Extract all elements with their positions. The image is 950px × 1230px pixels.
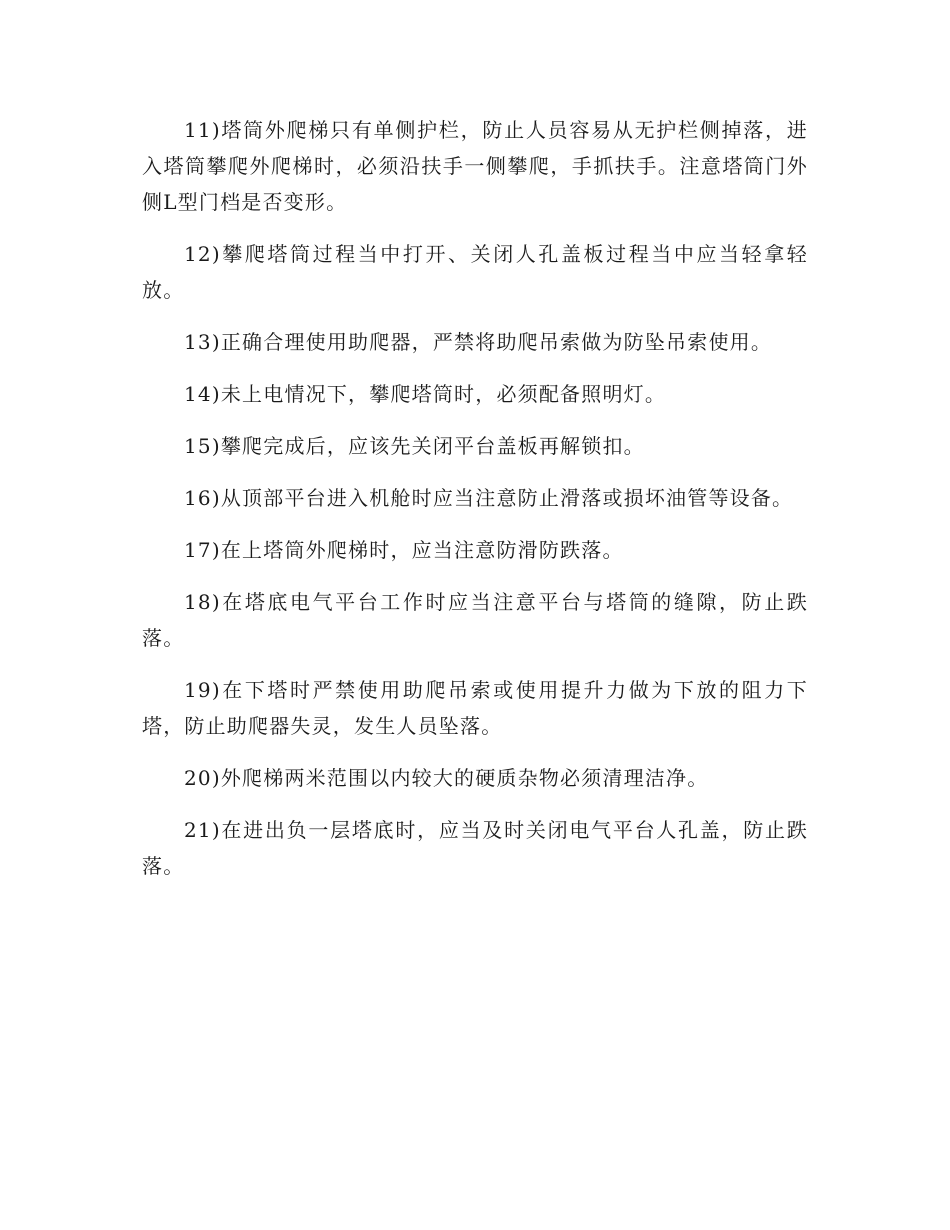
document-body — [142, 112, 808, 900]
paragraph-18: 18)在塔底电气平台工作时应当注意平台与塔筒的缝隙，防止跌落。 — [142, 590, 808, 650]
paragraph-14: 14)未上电情况下，攀爬塔筒时，必须配备照明灯。 — [184, 382, 667, 406]
paragraph-13: 13)正确合理使用助爬器，严禁将助爬吊索做为防坠吊索使用。 — [184, 330, 773, 354]
paragraph-20: 20)外爬梯两米范围以内较大的硬质杂物必须清理洁净。 — [184, 766, 709, 790]
paragraph-15: 15)攀爬完成后，应该先关闭平台盖板再解锁扣。 — [184, 434, 645, 458]
paragraph-11: 11)塔筒外爬梯只有单侧护栏，防止人员容易从无护栏侧掉落，进入塔筒攀爬外爬梯时，必须沿扶手一侧攀爬，手抓扶手。注意塔筒门外侧L型门档是否变形。 — [142, 118, 808, 214]
paragraph-19: 19)在下塔时严禁使用助爬吊索或使用提升力做为下放的阻力下塔，防止助爬器失灵，发生人员坠落。 — [142, 678, 808, 738]
paragraph-17: 17)在上塔筒外爬梯时，应当注意防滑防跌落。 — [184, 538, 624, 562]
paragraph-21: 21)在进出负一层塔底时，应当及时关闭电气平台人孔盖，防止跌落。 — [142, 818, 808, 878]
paragraph-12: 12)攀爬塔筒过程当中打开、关闭人孔盖板过程当中应当轻拿轻放。 — [142, 242, 808, 302]
paragraph-16: 16)从顶部平台进入机舱时应当注意防止滑落或损坏油管等设备。 — [184, 486, 794, 510]
